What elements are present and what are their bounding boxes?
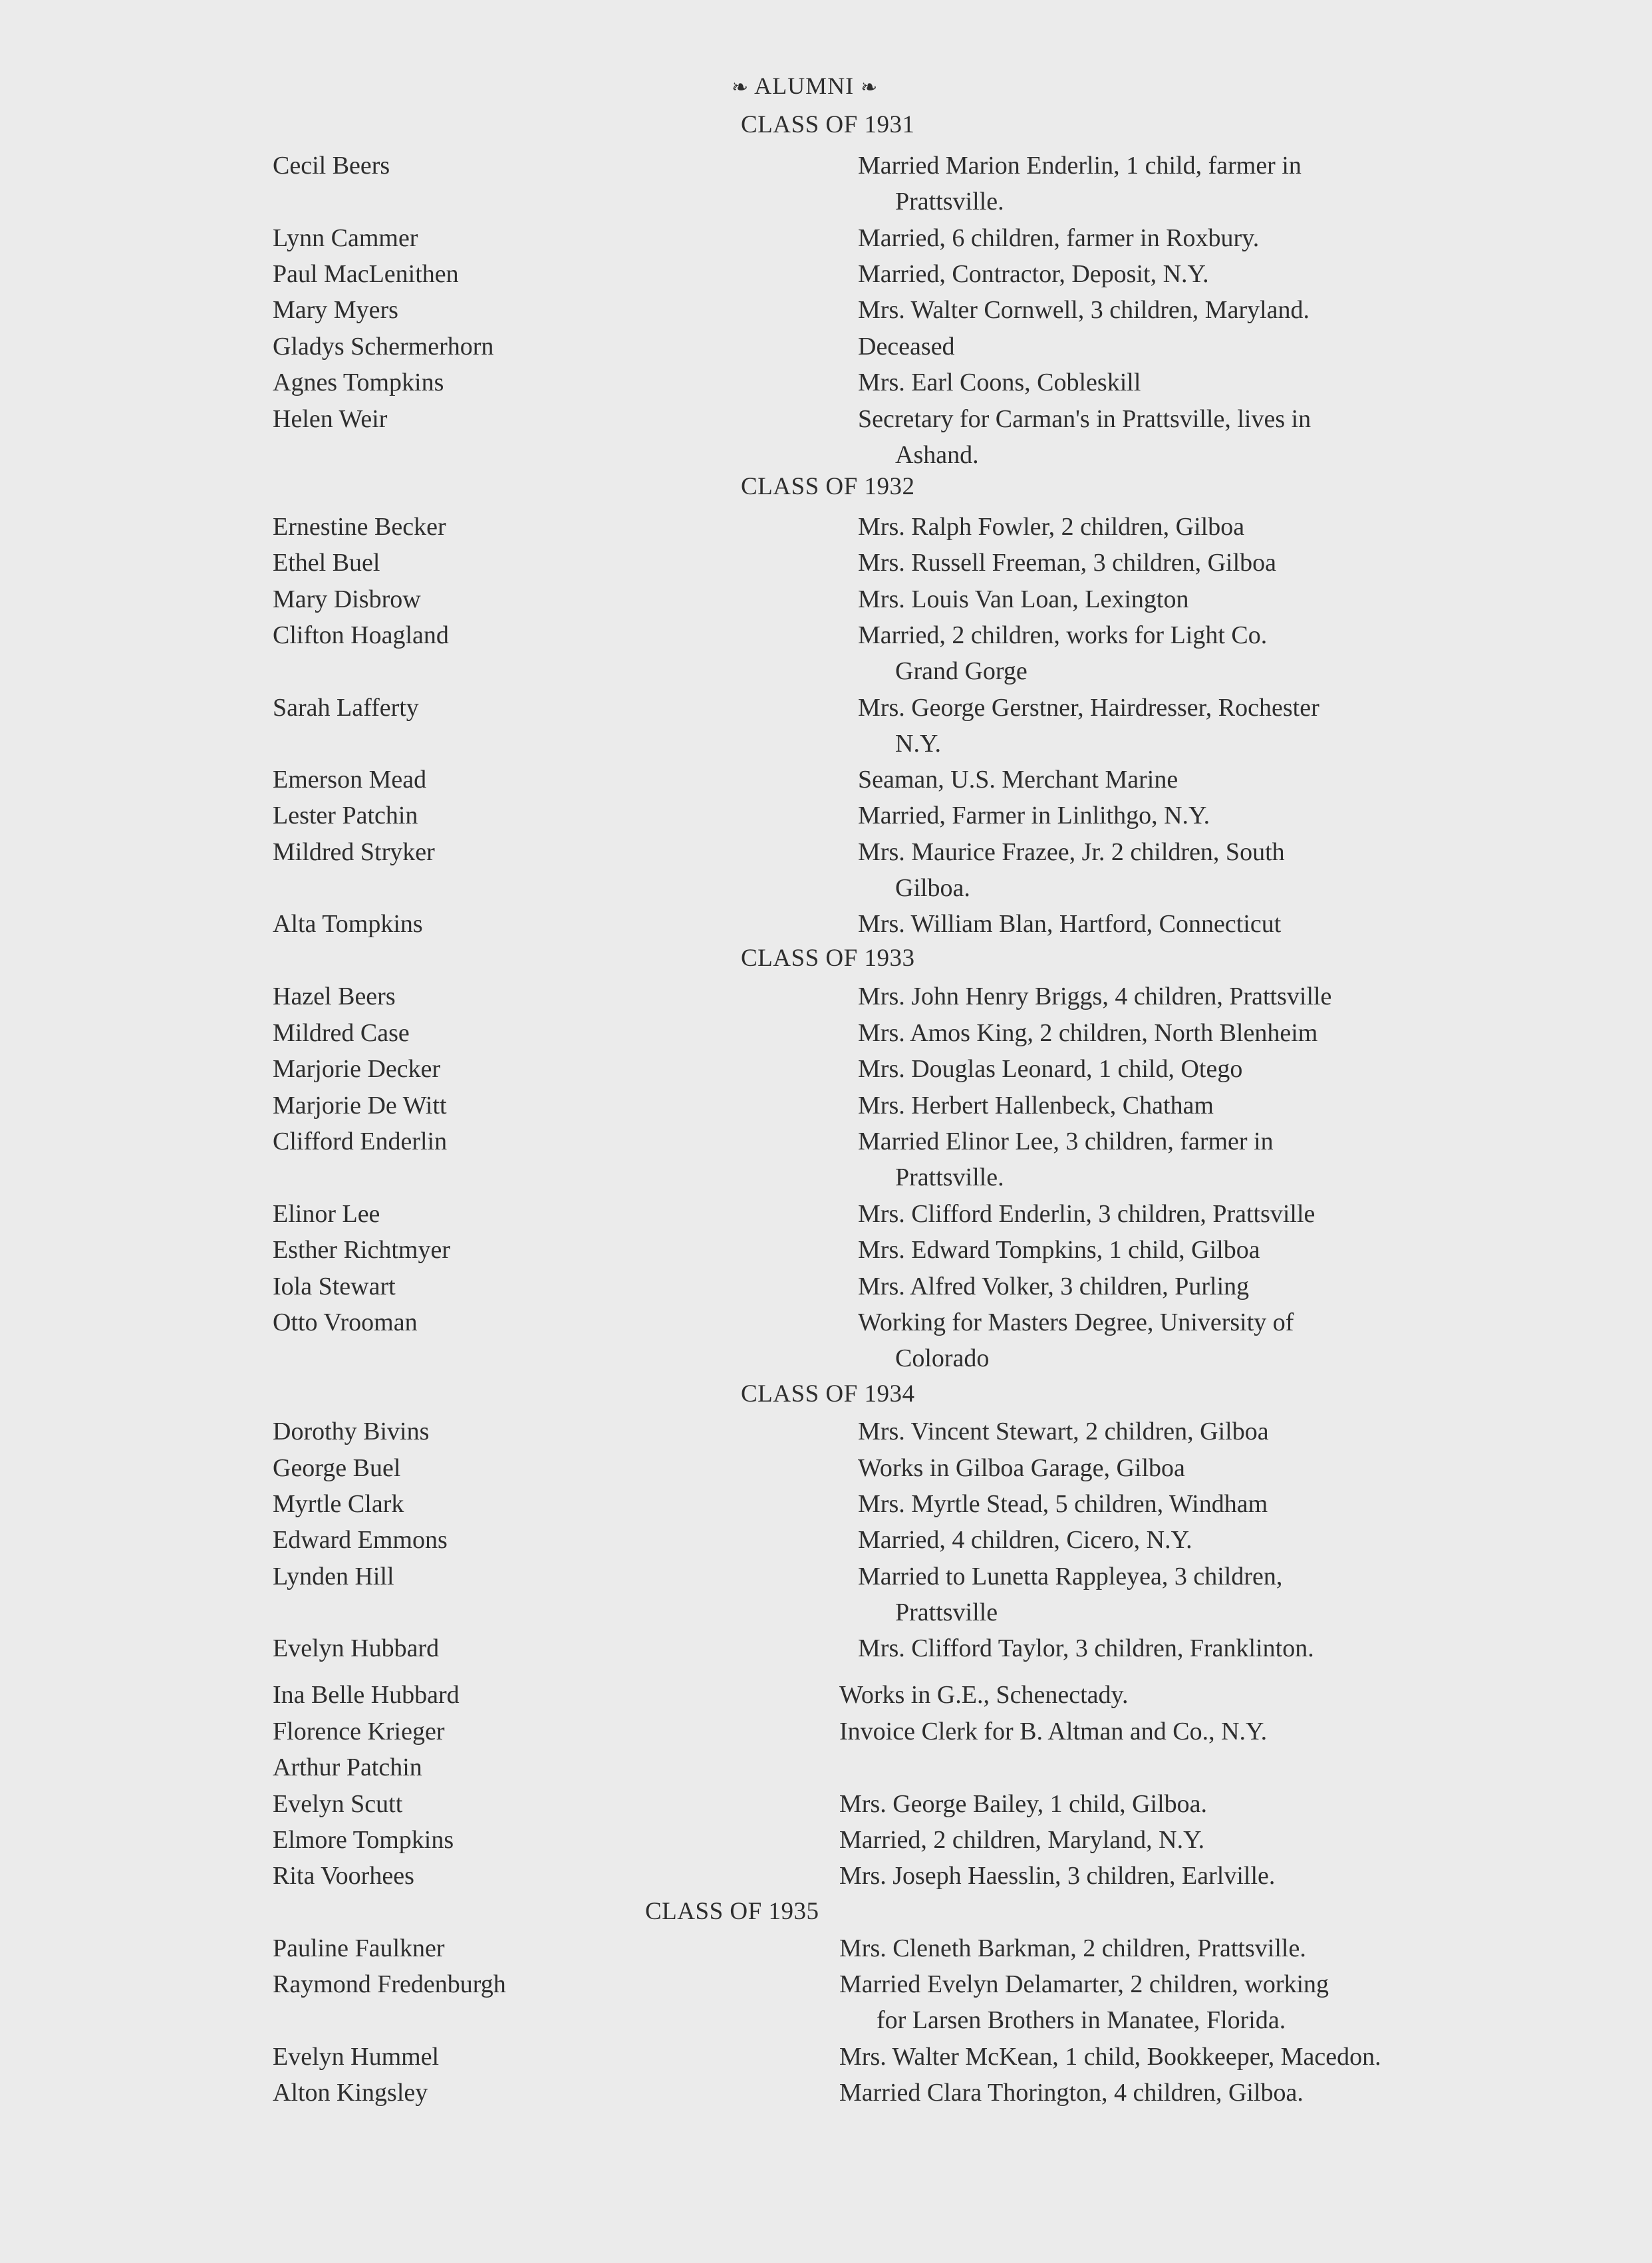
alumni-name: Mary Disbrow — [273, 585, 421, 613]
alumni-name: Alton Kingsley — [273, 2079, 428, 2107]
alumni-note: Married, 6 children, farmer in Roxbury. — [858, 224, 1260, 252]
alumni-name: Clifton Hoagland — [273, 621, 449, 649]
alumni-note: Mrs. Walter McKean, 1 child, Bookkeeper, Macedon. — [839, 2043, 1381, 2071]
alumni-note: Mrs. Edward Tompkins, 1 child, Gilboa — [858, 1236, 1260, 1264]
alumni-name: Evelyn Scutt — [273, 1790, 403, 1818]
note-line: Married Marion Enderlin, 1 child, farmer in — [858, 152, 1302, 180]
alumni-name: Pauline Faulkner — [273, 1934, 445, 1962]
alumni-name: Cecil Beers — [273, 152, 390, 180]
alumni-note: Mrs. Vincent Stewart, 2 children, Gilboa — [858, 1418, 1269, 1445]
alumni-note: Mrs. Cleneth Barkman, 2 children, Prattsville. — [839, 1934, 1306, 1962]
alumni-name: Paul MacLenithen — [273, 260, 459, 288]
alumni-name: Evelyn Hummel — [273, 2043, 440, 2071]
alumni-name: Lester Patchin — [273, 802, 418, 830]
alumni-name: Clifford Enderlin — [273, 1128, 448, 1155]
alumni-note: Mrs. Clifford Enderlin, 3 children, Prattsville — [858, 1200, 1315, 1228]
alumni-note: Mrs. Clifford Taylor, 3 children, Franklinton. — [858, 1634, 1314, 1662]
note-line-cont: N.Y. — [895, 730, 941, 758]
alumni-note: Mrs. William Blan, Hartford, Connecticut — [858, 910, 1282, 938]
alumni-note: Mrs. Herbert Hallenbeck, Chatham — [858, 1092, 1214, 1120]
note-line-cont: Prattsville. — [895, 1163, 1004, 1191]
alumni-name: Florence Krieger — [273, 1718, 445, 1745]
alumni-name: Rita Voorhees — [273, 1862, 414, 1890]
class-heading-1934: CLASS OF 1934 — [741, 1380, 915, 1408]
alumni-note: Mrs. Louis Van Loan, Lexington — [858, 585, 1189, 613]
alumni-note — [858, 148, 1302, 220]
alumni-name: Evelyn Hubbard — [273, 1634, 440, 1662]
ornament-right-icon: ❧ — [861, 76, 879, 98]
alumni-note: Works in G.E., Schenectady. — [839, 1681, 1129, 1709]
note-line-cont: Gilboa. — [895, 874, 970, 902]
alumni-note — [858, 401, 1311, 473]
note-line-cont: for Larsen Brothers in Manatee, Florida. — [877, 2006, 1286, 2034]
class-heading-1932: CLASS OF 1932 — [741, 473, 915, 500]
alumni-note: Mrs. Alfred Volker, 3 children, Purling — [858, 1273, 1250, 1300]
alumni-note: Mrs. Douglas Leonard, 1 child, Otego — [858, 1055, 1243, 1083]
alumni-note: Married, Farmer in Linlithgo, N.Y. — [858, 802, 1210, 830]
note-line-cont: Prattsville — [895, 1598, 998, 1626]
note-line: Married Evelyn Delamarter, 2 children, working — [839, 1970, 1329, 1998]
alumni-note: Mrs. Earl Coons, Cobleskill — [858, 369, 1141, 396]
alumni-note — [858, 1559, 1282, 1630]
alumni-name: Agnes Tompkins — [273, 369, 444, 396]
alumni-note: Mrs. Amos King, 2 children, North Blenheim — [858, 1019, 1318, 1047]
alumni-note: Married Clara Thorington, 4 children, Gilboa. — [839, 2079, 1304, 2107]
alumni-note: Mrs. Joseph Haesslin, 3 children, Earlville. — [839, 1862, 1276, 1890]
alumni-note — [858, 1304, 1294, 1376]
alumni-name: Hazel Beers — [273, 982, 396, 1010]
note-line-cont: Grand Gorge — [895, 657, 1028, 685]
alumni-name: Ina Belle Hubbard — [273, 1681, 460, 1709]
alumni-note: Mrs. John Henry Briggs, 4 children, Prattsville — [858, 982, 1332, 1010]
alumni-note: Married, Contractor, Deposit, N.Y. — [858, 260, 1209, 288]
class-heading-1931: CLASS OF 1931 — [741, 111, 915, 138]
class-heading-1935: CLASS OF 1935 — [645, 1898, 819, 1925]
note-line-cont: Prattsville. — [895, 188, 1004, 216]
ornament-left-icon: ❧ — [732, 76, 750, 98]
alumni-name: Lynden Hill — [273, 1563, 394, 1590]
alumni-note: Mrs. Ralph Fowler, 2 children, Gilboa — [858, 513, 1245, 541]
alumni-name: Mary Myers — [273, 296, 398, 324]
alumni-name: Emerson Mead — [273, 766, 427, 794]
alumni-name: Myrtle Clark — [273, 1490, 404, 1518]
alumni-note: Works in Gilboa Garage, Gilboa — [858, 1454, 1185, 1482]
note-line-cont: Ashand. — [895, 441, 979, 469]
alumni-name: Edward Emmons — [273, 1526, 448, 1554]
note-line: Mrs. Maurice Frazee, Jr. 2 children, South — [858, 838, 1285, 866]
note-line: Married to Lunetta Rappleyea, 3 children, — [858, 1563, 1283, 1590]
alumni-note: Mrs. Myrtle Stead, 5 children, Windham — [858, 1490, 1268, 1518]
alumni-note: Married, 4 children, Cicero, N.Y. — [858, 1526, 1192, 1554]
alumni-name: Mildred Stryker — [273, 838, 435, 866]
alumni-name: Mildred Case — [273, 1019, 410, 1047]
note-line: Working for Masters Degree, University of — [858, 1308, 1294, 1336]
alumni-name: Otto Vrooman — [273, 1308, 418, 1336]
alumni-note: Mrs. Walter Cornwell, 3 children, Maryland. — [858, 296, 1310, 324]
alumni-name: Dorothy Bivins — [273, 1418, 430, 1445]
note-line: Secretary for Carman's in Prattsville, lives in — [858, 405, 1311, 433]
alumni-note: Mrs. George Bailey, 1 child, Gilboa. — [839, 1790, 1208, 1818]
alumni-name: Ethel Buel — [273, 549, 380, 577]
alumni-note: Mrs. Russell Freeman, 3 children, Gilboa — [858, 549, 1277, 577]
note-line: Married, 2 children, works for Light Co. — [858, 621, 1268, 649]
alumni-note — [839, 1966, 1329, 2038]
note-line: Married Elinor Lee, 3 children, farmer in — [858, 1128, 1274, 1155]
alumni-name: Helen Weir — [273, 405, 388, 433]
alumni-note: Deceased — [858, 333, 955, 361]
alumni-name: Marjorie De Witt — [273, 1092, 447, 1120]
alumni-name: Alta Tompkins — [273, 910, 423, 938]
note-line-cont: Colorado — [895, 1344, 990, 1372]
alumni-name: Elinor Lee — [273, 1200, 380, 1228]
title-text: ALUMNI — [754, 73, 855, 99]
alumni-note — [858, 834, 1285, 906]
alumni-name: Arthur Patchin — [273, 1753, 422, 1781]
alumni-note — [858, 617, 1267, 689]
alumni-name: Lynn Cammer — [273, 224, 418, 252]
note-line: Mrs. George Gerstner, Hairdresser, Rochester — [858, 694, 1319, 722]
class-heading-1933: CLASS OF 1933 — [741, 945, 915, 972]
alumni-note — [858, 690, 1319, 762]
alumni-name: Iola Stewart — [273, 1273, 396, 1300]
alumni-note: Seaman, U.S. Merchant Marine — [858, 766, 1178, 794]
alumni-name: Marjorie Decker — [273, 1055, 441, 1083]
alumni-name: Esther Richtmyer — [273, 1236, 450, 1264]
alumni-name: Gladys Schermerhorn — [273, 333, 494, 361]
alumni-name: Elmore Tompkins — [273, 1826, 454, 1854]
alumni-note — [858, 1124, 1274, 1195]
alumni-name: Ernestine Becker — [273, 513, 446, 541]
alumni-note: Invoice Clerk for B. Altman and Co., N.Y. — [839, 1718, 1268, 1745]
alumni-note: Married, 2 children, Maryland, N.Y. — [839, 1826, 1205, 1854]
alumni-name: Sarah Lafferty — [273, 694, 419, 722]
page-title — [732, 72, 878, 100]
alumni-name: George Buel — [273, 1454, 401, 1482]
alumni-name: Raymond Fredenburgh — [273, 1970, 506, 1998]
